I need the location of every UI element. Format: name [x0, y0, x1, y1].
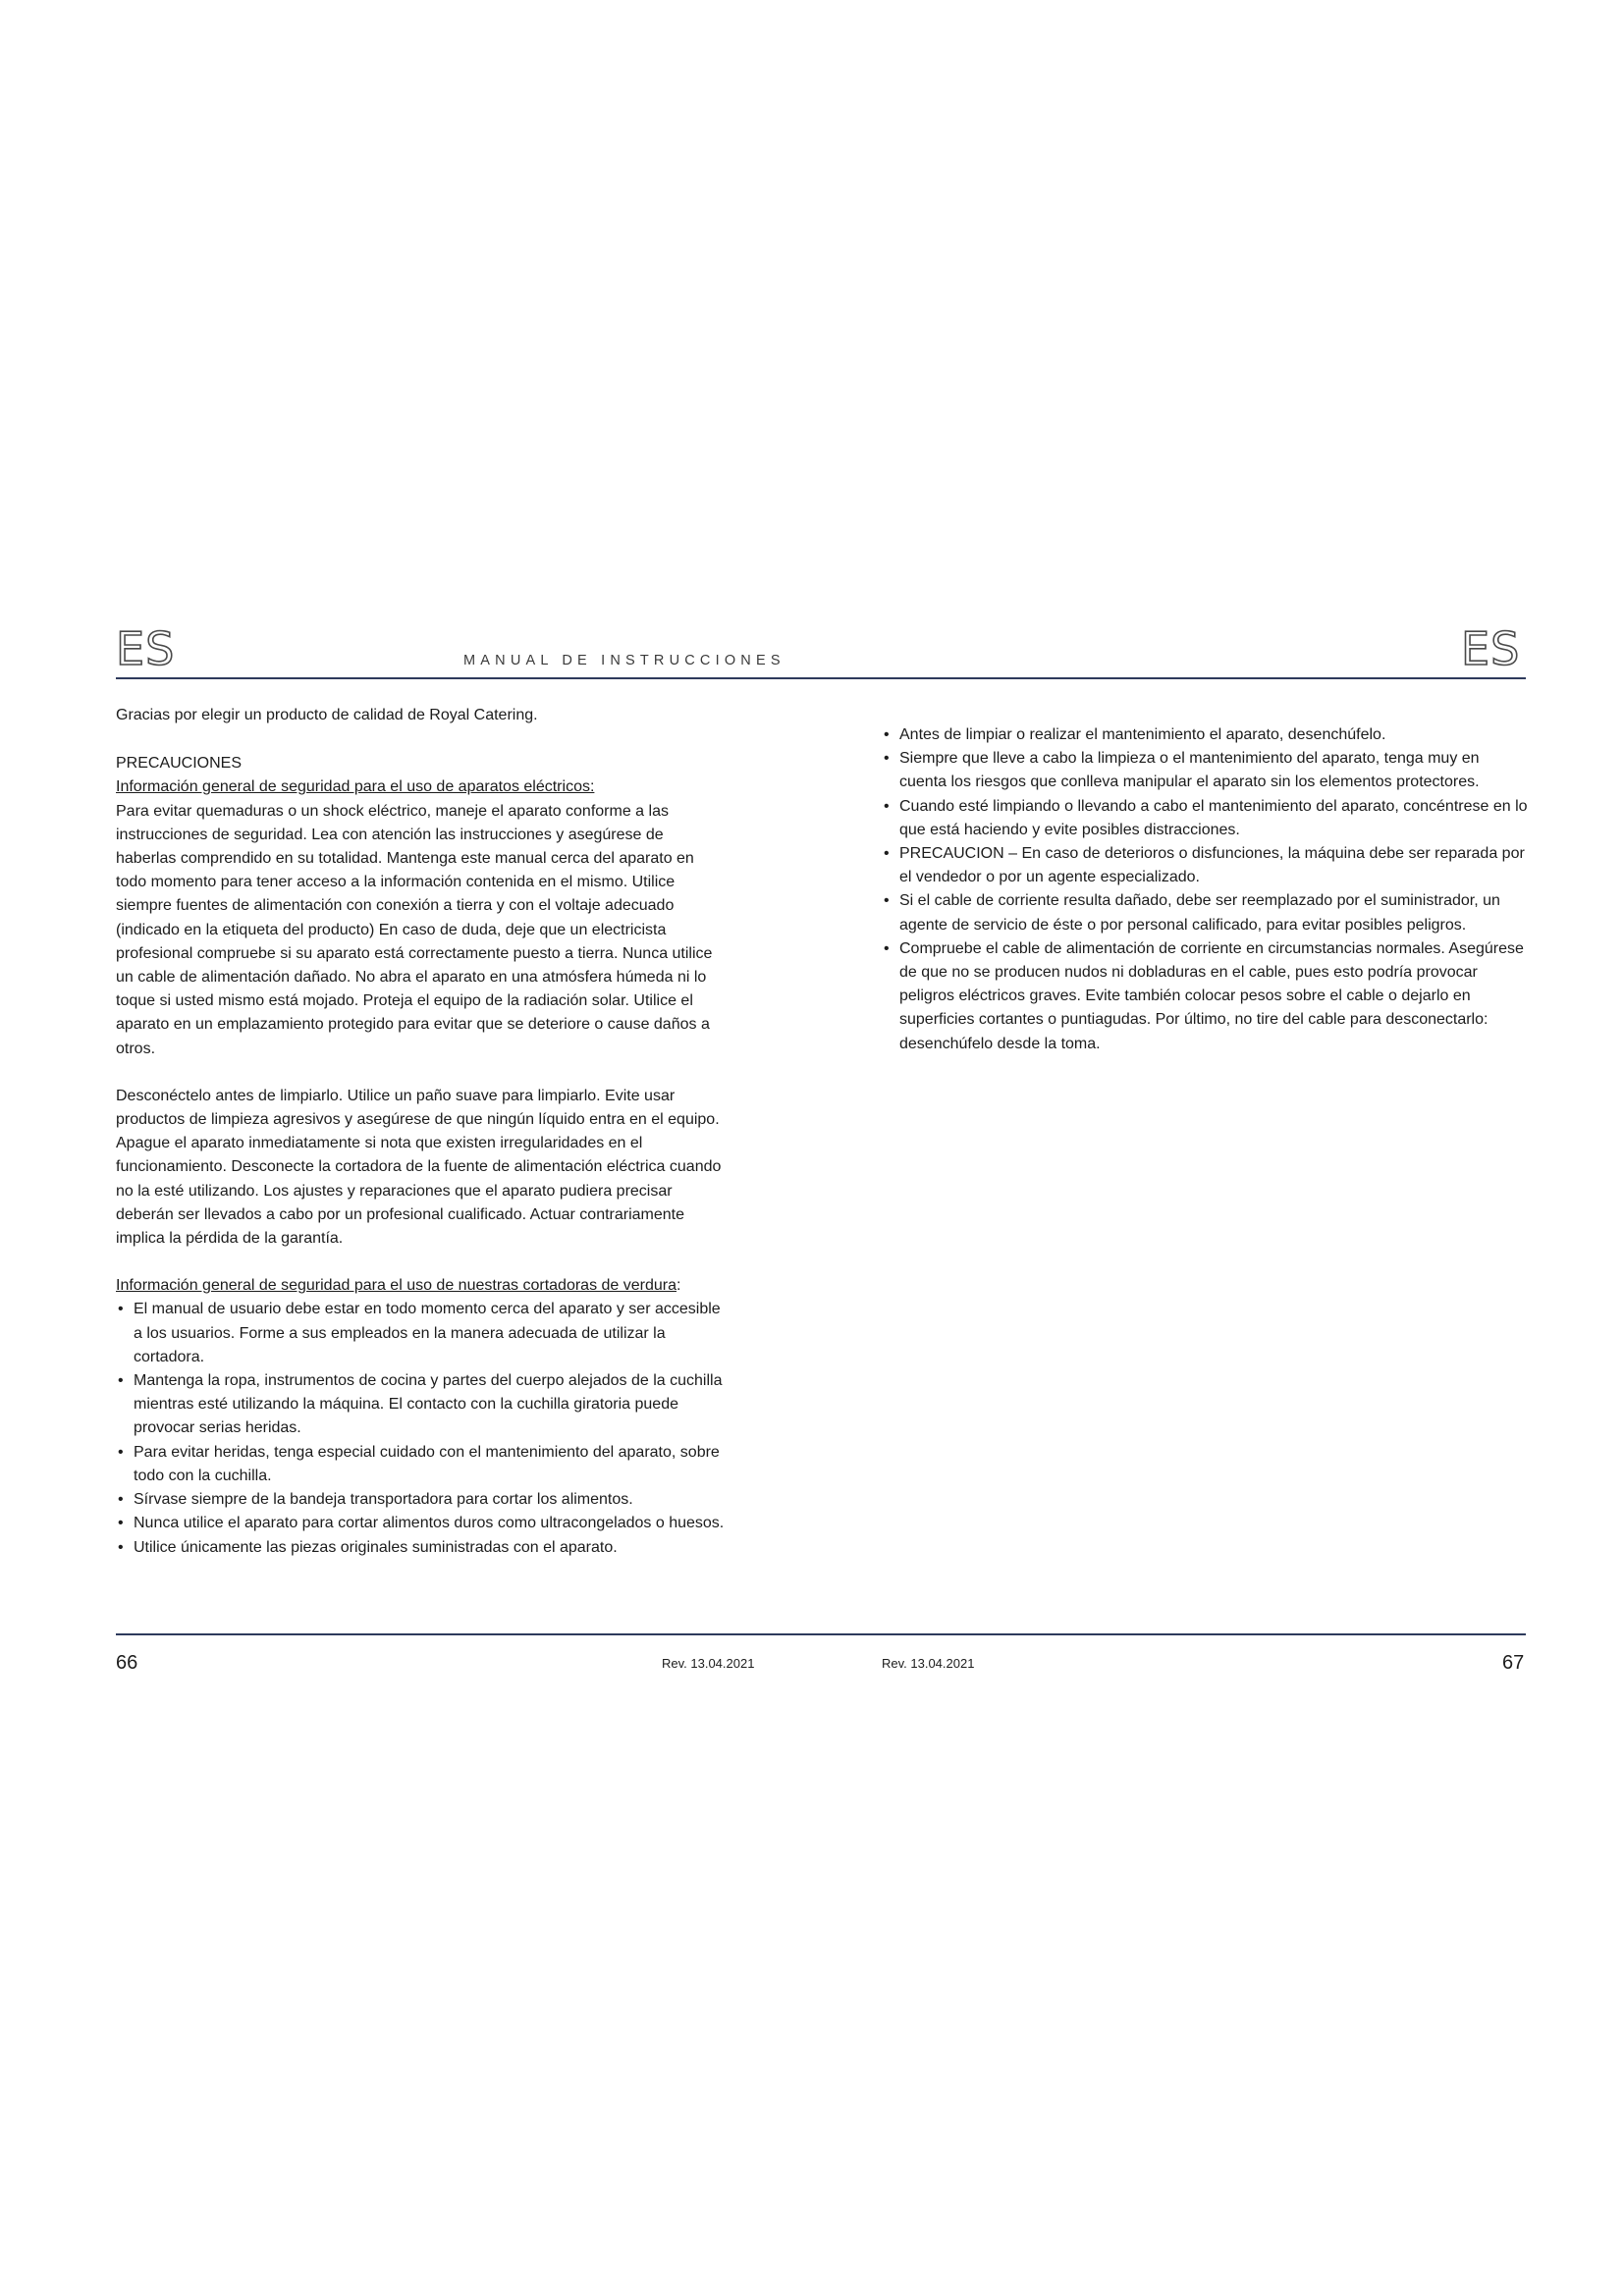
subheading-electric: Información general de seguridad para el uso de aparatos eléctricos:: [116, 778, 595, 796]
paragraph-cleaning: Desconéctelo antes de limpiarlo. Utilice un paño suave para limpiarlo. Evite usar productos de limpieza agresivos y asegúrese de que ningún líquido entra en el equipo. Apague el aparato inmediatamente si nota que existen irregularidades en el funcionamiento. Desconecte la cortadora de la fuente de alimentación eléctrica cuando no la esté utilizando. Los ajustes y reparaciones que el aparato pudiera precisar deberán ser llevados a cabo por un profesional cualificado. Actuar contrariamente implica la pérdida de la garantía.: [116, 1087, 722, 1248]
paragraph-safety: Para evitar quemaduras o un shock eléctrico, maneje el aparato conforme a las instrucciones de seguridad. Lea con atención las instrucciones y asegúrese de haberlas comprendido en su totalidad. Mantenga este manual cerca del aparato en todo momento para tener acceso a la información contenida en el mismo. Utilice siempre fuentes de alimentación con conexión a tierra y con el voltaje adecuado (indicado en la etiqueta del producto) En caso de duda, deje que un electricista profesional compruebe si su aparato está correctamente puesto a tierra. Nunca utilice un cable de alimentación dañado. No abra el aparato en una atmósfera húmeda ni lo toque si usted mismo está mojado. Proteja el equipo de la radiación solar. Utilice el aparato en un emplazamiento protegido para evitar que se deteriore o cause daños a otros.: [116, 802, 713, 1057]
list-item: • Si el cable de corriente resulta dañado, debe ser reemplazado por el suministrador, un agente de servicio de éste o por personal calificado, para evitar posibles peligros.: [882, 889, 1530, 936]
page-number-right: 67: [1502, 1652, 1525, 1674]
revision-right: Rev. 13.04.2021: [882, 1656, 975, 1671]
list-item: • Nunca utilice el aparato para cortar alimentos duros como ultracongelados o huesos.: [116, 1512, 725, 1535]
list-item: • Cuando esté limpiando o llevando a cabo el mantenimiento del aparato, concéntrese en lo que está haciendo y evite posibles distracciones.: [882, 795, 1530, 842]
left-page-content: [116, 704, 725, 1560]
list-item: • Antes de limpiar o realizar el mantenimiento el aparato, desenchúfelo.: [882, 723, 1530, 747]
list-item: • PRECAUCION – En caso de deterioros o disfunciones, la máquina debe ser reparada por el vendedor o por un agente especializado.: [882, 842, 1530, 889]
list-item: • Utilice únicamente las piezas originales suministradas con el aparato.: [116, 1536, 725, 1560]
intro-text: Gracias por elegir un producto de calidad de Royal Catering.: [116, 707, 538, 723]
manual-title: MANUAL DE INSTRUCCIONES: [463, 653, 785, 668]
list-item: • Siempre que lleve a cabo la limpieza o el mantenimiento del aparato, tenga muy en cuenta los riesgos que conlleva manipular el aparato sin los elementos protectores.: [882, 747, 1530, 794]
revision-left: Rev. 13.04.2021: [662, 1656, 755, 1671]
list-item: • Compruebe el cable de alimentación de corriente en circumstancias normales. Asegúrese de que no se producen nudos ni dobladuras en el cable, pues esto podría provocar peligros eléctricos graves. Evite también colocar pesos sobre el cable o dejarlo en superficies cortantes o puntiagudas. Por último, no tire del cable para desconectarlo: desenchúfelo desde la toma.: [882, 937, 1530, 1056]
list-item: • Sírvase siempre de la bandeja transportadora para cortar los alimentos.: [116, 1488, 725, 1512]
header-rule: [116, 677, 1526, 679]
subheading-cutter-line: [116, 1274, 725, 1298]
list-item: • El manual de usuario debe estar en todo momento cerca del aparato y ser accesible a los usuarios. Forme a sus empleados en la manera adecuada de utilizar la cortadora.: [116, 1298, 725, 1369]
maintenance-safety-list: [882, 723, 1530, 1056]
cutter-safety-list: [116, 1298, 725, 1559]
list-item: • Mantenga la ropa, instrumentos de cocina y partes del cuerpo alejados de la cuchilla mientras esté utilizando la máquina. El contacto con la cuchilla giratoria puede provocar serias heridas.: [116, 1369, 725, 1441]
language-mark-left: ES: [116, 622, 176, 675]
footer-rule: [116, 1633, 1526, 1635]
subheading-cutter: Información general de seguridad para el uso de nuestras cortadoras de verdura: [116, 1277, 677, 1295]
right-page-content: [882, 723, 1530, 1056]
language-mark-right: ES: [1461, 622, 1521, 675]
section-title: PRECAUCIONES: [116, 755, 243, 773]
subheading-cutter-colon: :: [677, 1277, 681, 1295]
list-item: • Para evitar heridas, tenga especial cuidado con el mantenimiento del aparato, sobre todo con la cuchilla.: [116, 1441, 725, 1488]
page-number-left: 66: [116, 1652, 138, 1674]
